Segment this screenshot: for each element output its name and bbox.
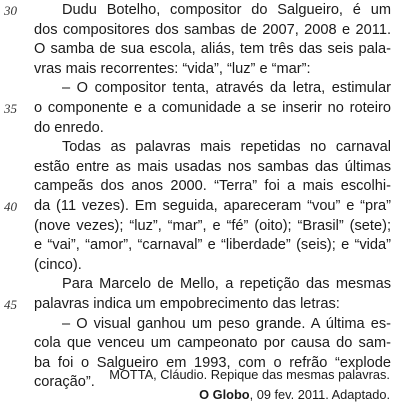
line-number: 35: [4, 100, 17, 116]
line-text: vras mais recorrentes: “vida”, “luz” e “mar”:: [34, 60, 311, 77]
line-number: 45: [4, 296, 17, 312]
line-text: Para Marcelo de Mello, a repetição das mesmas: [62, 276, 391, 293]
line-text: (cinco).: [34, 256, 82, 273]
line-text: Todas as palavras mais repetidas no carnaval: [62, 139, 391, 156]
text-line: [34, 256, 391, 276]
text-line: [4, 295, 391, 315]
text-line: [34, 236, 391, 256]
text-line: [4, 1, 391, 21]
text-line: [34, 138, 391, 158]
line-text: dos compositores dos sambas de 2007, 2008 e 2011.: [34, 21, 391, 38]
text-line: [34, 158, 391, 178]
line-text: (nove vezes); “luz”, “mar”, e “fé” (oito); “Brasil” (sete);: [34, 217, 391, 234]
line-text: campeãs dos anos 2000. “Terra” foi a mais escolhi-: [34, 178, 391, 195]
article-text: [4, 1, 391, 393]
line-text: estão entre as mais usadas nos sambas das últimas: [34, 158, 391, 175]
text-line: [4, 99, 391, 119]
text-line: [34, 60, 391, 80]
line-text: do enredo.: [34, 119, 104, 136]
source-citation-author-title: MOTTA, Cláudio. Repique das mesmas palavras.: [109, 367, 390, 382]
line-text: da (11 vezes). Em seguida, apareceram “vou” e “pra”: [34, 197, 391, 214]
text-line: [34, 315, 391, 335]
text-line: [34, 21, 391, 41]
source-citation-publication: [199, 385, 390, 404]
text-line: [34, 334, 391, 354]
line-number: 40: [4, 198, 17, 214]
publication-date: , 09 fev. 2011. Adaptado.: [249, 387, 390, 402]
line-text: cola que venceu um campeonato por causa do sam-: [34, 335, 391, 352]
text-line: [34, 119, 391, 139]
text-line: [4, 197, 391, 217]
line-text: coração”.: [34, 374, 95, 391]
line-text: palavras indica um empobrecimento das letras:: [34, 295, 340, 312]
text-line: [34, 275, 391, 295]
line-text: o componente e a comunidade a se inserir no roteiro: [34, 99, 391, 116]
line-number: 30: [4, 3, 17, 18]
newspaper-name: O Globo: [199, 387, 250, 402]
text-line: [34, 177, 391, 197]
line-text: – O visual ganhou um peso grande. A última es-: [62, 315, 391, 332]
line-text: ba foi o Salgueiro em 1993, com o refrão “explode: [34, 354, 391, 371]
line-text: O samba de sua escola, aliás, tem três das seis pala-: [34, 41, 391, 58]
text-line: [34, 79, 391, 99]
text-line: [34, 217, 391, 237]
line-text: e “vai”, “amor”, “carnaval” e “liberdade” (seis); e “vida”: [34, 237, 391, 254]
text-line: [34, 40, 391, 60]
line-text: – O compositor tenta, através da letra, estimular: [62, 80, 391, 97]
line-text: Dudu Botelho, compositor do Salgueiro, é um: [62, 2, 391, 18]
